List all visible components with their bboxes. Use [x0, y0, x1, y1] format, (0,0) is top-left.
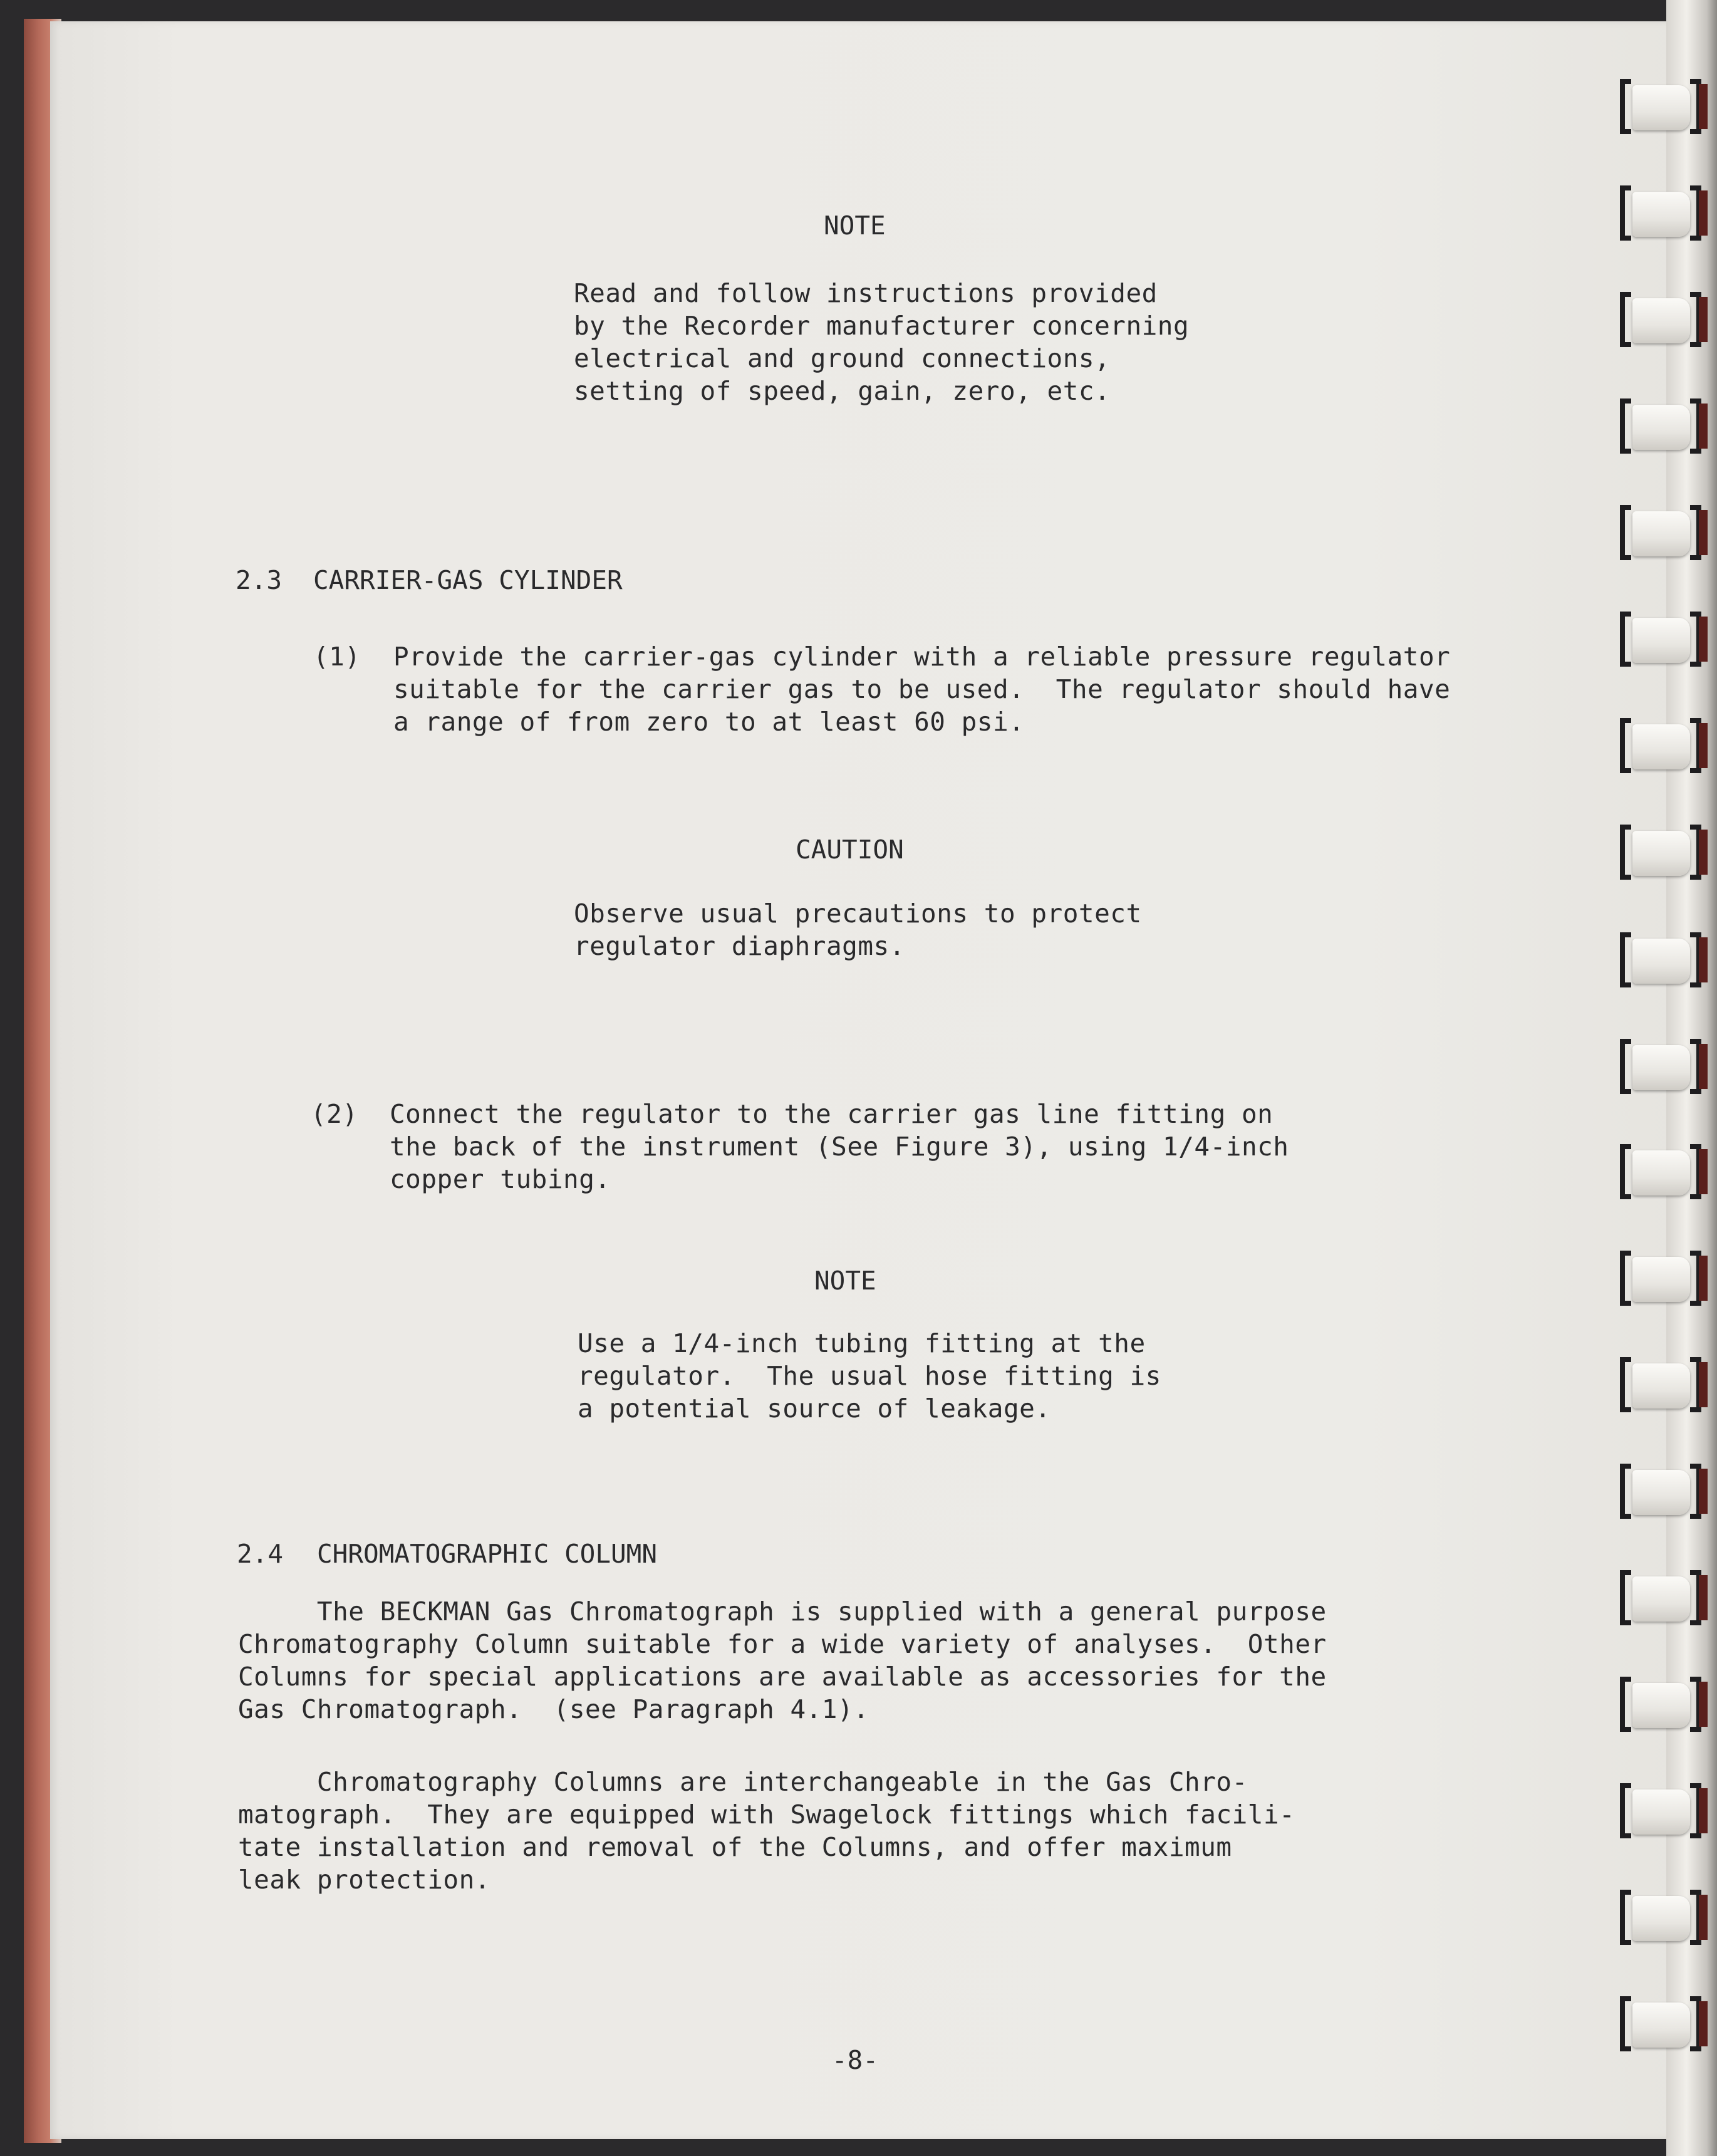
ring-loop: [1632, 618, 1690, 663]
paragraph-line: Chromatography Columns are interchangeable in the Gas Chro-: [238, 1767, 1248, 1797]
binding-ring: [1620, 1144, 1708, 1199]
list-item-text-line: a range of from zero to at least 60 psi.: [393, 707, 1025, 737]
ring-left-bracket: [1620, 1039, 1631, 1094]
ring-loop: [1632, 1363, 1690, 1409]
ring-edge: [1699, 297, 1708, 342]
ring-left-bracket: [1620, 1251, 1631, 1306]
list-item-text-line: copper tubing.: [390, 1164, 611, 1194]
binding-ring: [1620, 505, 1708, 560]
binding-ring: [1620, 292, 1708, 347]
ring-left-bracket: [1620, 1677, 1631, 1732]
ring-left-bracket: [1620, 1890, 1631, 1945]
binding-ring: [1620, 1996, 1708, 2051]
ring-loop: [1632, 831, 1690, 876]
ring-edge: [1699, 1044, 1708, 1089]
binding-ring: [1620, 932, 1708, 987]
note-text-line: Use a 1/4-inch tubing fitting at the: [578, 1328, 1146, 1358]
ring-left-bracket: [1620, 79, 1631, 134]
binding-ring: [1620, 1251, 1708, 1306]
ring-loop: [1632, 1045, 1690, 1090]
note-heading: NOTE: [824, 211, 886, 241]
ring-edge: [1699, 404, 1708, 449]
ring-left-bracket: [1620, 1144, 1631, 1199]
paragraph-line: Gas Chromatograph. (see Paragraph 4.1).: [238, 1694, 869, 1724]
ring-left-bracket: [1620, 292, 1631, 347]
note-text-line: by the Recorder manufacturer concerning: [574, 311, 1190, 341]
ring-loop: [1632, 1789, 1690, 1835]
ring-edge: [1699, 1149, 1708, 1194]
ring-left-bracket: [1620, 398, 1631, 454]
binding-ring: [1620, 718, 1708, 773]
ring-left-bracket: [1620, 1783, 1631, 1838]
ring-loop: [1632, 1683, 1690, 1728]
ring-loop: [1632, 85, 1690, 130]
ring-edge: [1699, 510, 1708, 555]
section-number: 2.3: [236, 565, 283, 595]
ring-loop: [1632, 298, 1690, 343]
ring-loop: [1632, 1257, 1690, 1302]
ring-loop: [1632, 1470, 1690, 1515]
binding-ring: [1620, 1783, 1708, 1838]
binding-ring: [1620, 1570, 1708, 1625]
ring-edge: [1699, 1575, 1708, 1620]
binding-ring: [1620, 612, 1708, 667]
ring-edge: [1699, 190, 1708, 236]
binding-ring: [1620, 79, 1708, 134]
ring-loop: [1632, 405, 1690, 450]
binding-ring: [1620, 185, 1708, 241]
ring-loop: [1632, 939, 1690, 984]
ring-edge: [1699, 1256, 1708, 1301]
binding-ring: [1620, 1357, 1708, 1412]
paragraph-line: tate installation and removal of the Columns, and offer maximum: [238, 1832, 1232, 1862]
ring-edge: [1699, 1682, 1708, 1727]
note-text-line: setting of speed, gain, zero, etc.: [574, 376, 1111, 406]
ring-left-bracket: [1620, 932, 1631, 987]
ring-left-bracket: [1620, 1996, 1631, 2051]
ring-edge: [1699, 830, 1708, 875]
ring-left-bracket: [1620, 1464, 1631, 1519]
paragraph-line: leak protection.: [238, 1865, 490, 1895]
ring-loop: [1632, 192, 1690, 237]
binding-ring: [1620, 1890, 1708, 1945]
ring-left-bracket: [1620, 1357, 1631, 1412]
paragraph-line: Columns for special applications are available as accessories for the: [238, 1662, 1327, 1692]
note-text-line: a potential source of leakage.: [578, 1393, 1051, 1424]
caution-text-line: regulator diaphragms.: [574, 931, 905, 961]
ring-loop: [1632, 1150, 1690, 1195]
note-text-line: Read and follow instructions provided: [574, 278, 1158, 308]
ring-edge: [1699, 1362, 1708, 1407]
ring-loop: [1632, 2002, 1690, 2048]
binding-ring: [1620, 1677, 1708, 1732]
binding-ring: [1620, 1039, 1708, 1094]
list-item-text-line: suitable for the carrier gas to be used. The regulator should have: [393, 674, 1451, 704]
section-number: 2.4: [237, 1539, 284, 1569]
list-item-marker: (2): [311, 1099, 358, 1129]
paragraph-line: matograph. They are equipped with Swagelock fittings which facili-: [238, 1799, 1295, 1830]
ring-left-bracket: [1620, 185, 1631, 241]
section-title: CARRIER-GAS CYLINDER: [313, 565, 623, 595]
caution-text-line: Observe usual precautions to protect: [574, 898, 1142, 929]
binding-ring: [1620, 398, 1708, 454]
binding-ring: [1620, 1464, 1708, 1519]
ring-edge: [1699, 937, 1708, 982]
list-item-text-line: Provide the carrier-gas cylinder with a reliable pressure regulator: [393, 642, 1451, 672]
ring-edge: [1699, 617, 1708, 662]
ring-loop: [1632, 1896, 1690, 1941]
ring-edge: [1699, 2001, 1708, 2046]
list-item-text-line: the back of the instrument (See Figure 3), using 1/4-inch: [390, 1132, 1289, 1162]
list-item-text-line: Connect the regulator to the carrier gas line fitting on: [390, 1099, 1273, 1129]
ring-edge: [1699, 723, 1708, 768]
note-heading: NOTE: [814, 1266, 876, 1296]
ring-edge: [1699, 1788, 1708, 1833]
ring-loop: [1632, 1576, 1690, 1622]
binding-ring: [1620, 825, 1708, 880]
ring-left-bracket: [1620, 1570, 1631, 1625]
paragraph-line: Chromatography Column suitable for a wide variety of analyses. Other: [238, 1629, 1327, 1659]
caution-heading: CAUTION: [796, 835, 904, 865]
ring-loop: [1632, 511, 1690, 556]
ring-loop: [1632, 724, 1690, 769]
ring-left-bracket: [1620, 825, 1631, 880]
ring-left-bracket: [1620, 612, 1631, 667]
ring-left-bracket: [1620, 505, 1631, 560]
ring-edge: [1699, 1895, 1708, 1940]
section-title: CHROMATOGRAPHIC COLUMN: [317, 1539, 658, 1569]
note-text-line: regulator. The usual hose fitting is: [578, 1361, 1161, 1391]
ring-edge: [1699, 84, 1708, 129]
paragraph-line: The BECKMAN Gas Chromatograph is supplied with a general purpose: [238, 1596, 1327, 1627]
list-item-marker: (1): [313, 642, 361, 672]
note-text-line: electrical and ground connections,: [574, 343, 1111, 373]
page-number: -8-: [832, 2045, 879, 2075]
ring-left-bracket: [1620, 718, 1631, 773]
ring-edge: [1699, 1469, 1708, 1514]
